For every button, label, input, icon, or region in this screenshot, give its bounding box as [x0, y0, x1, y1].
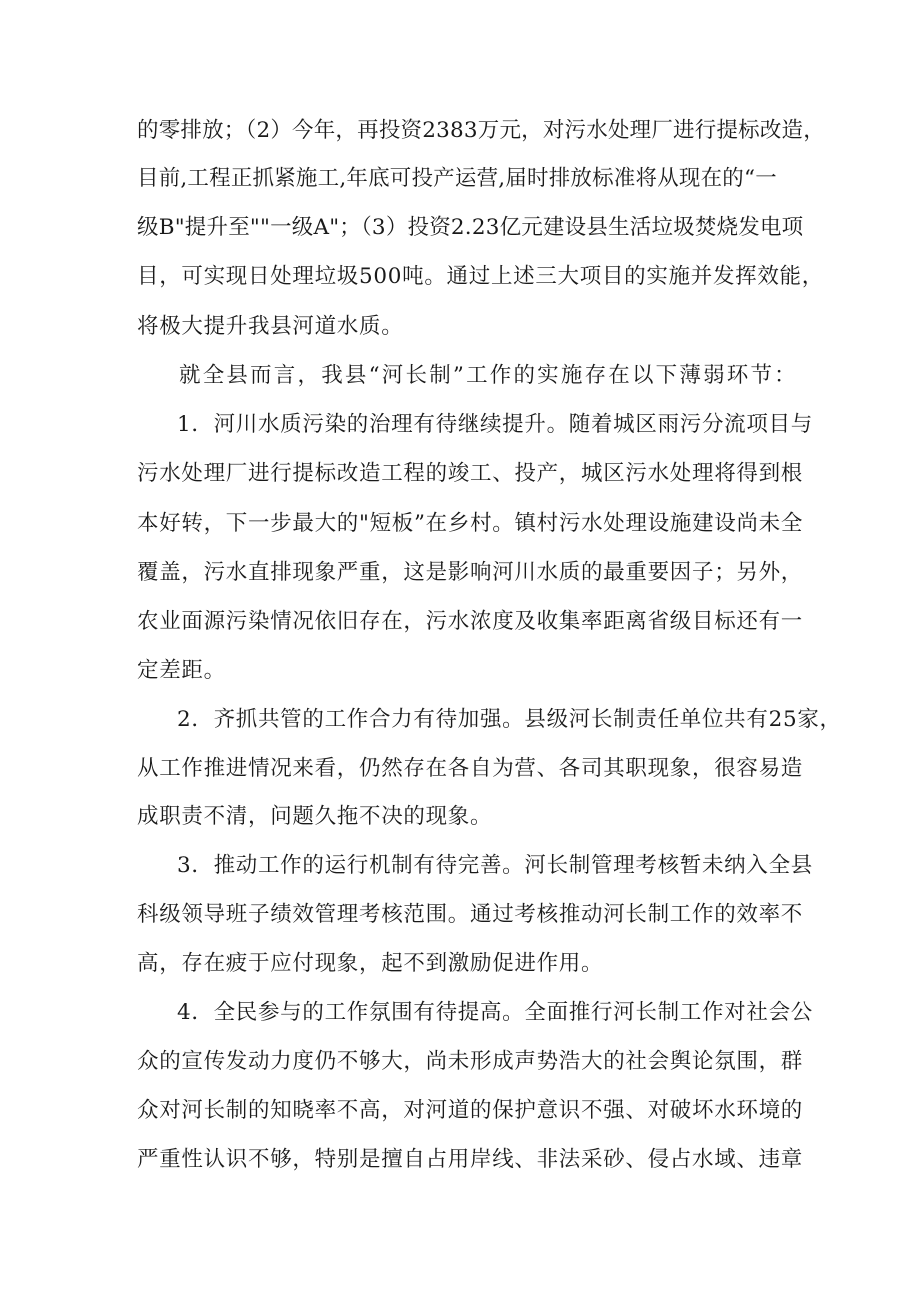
- text-line: 高，存在疲于应付现象，起不到激励促进作用。: [137, 951, 604, 976]
- text-line: 科级领导班子绩效管理考核范围。通过考核推动河长制工作的效率不: [137, 902, 804, 927]
- list-item-2-heading: 2．齐抓共管的工作合力有待加强。县级河长制责任单位共有25家，: [177, 707, 842, 732]
- text-line: 级B"提升至""一级A"；（3）投资2.23亿元建设县生活垃圾焚烧发电项: [137, 215, 804, 240]
- text-line: 从工作推进情况来看，仍然存在各自为营、各司其职现象，很容易造: [137, 756, 804, 781]
- text-line: 本好转，下一步最大的"短板”在乡村。镇村污水处理设施建设尚未全: [137, 511, 804, 536]
- list-item-3-heading: 3．推动工作的运行机制有待完善。河长制管理考核暂未纳入全县: [177, 853, 813, 878]
- text-line: 污水处理厂进行提标改造工程的竣工、投产，城区污水处理将得到根: [137, 461, 804, 486]
- text-line: 将极大提升我县河道水质。: [137, 314, 404, 339]
- text-line: 目前,工程正抓紧施工,年底可投产运营,届时排放标准将从现在的“一: [137, 166, 777, 191]
- paragraph-intro: 就全县而言，我县“河长制”工作的实施存在以下薄弱环节：: [179, 363, 798, 388]
- text-line: 众对河长制的知晓率不高，对河道的保护意识不强、对破坏水环境的: [137, 1098, 804, 1123]
- text-line: 覆盖，污水直排现象严重，这是影响河川水质的最重要因子；另外，: [137, 560, 804, 585]
- text-line: 成职责不清，问题久拖不决的现象。: [137, 804, 493, 829]
- text-line: 定差距。: [137, 658, 226, 683]
- text-line: 目，可实现日处理垃圾500吨。通过上述三大项目的实施并发挥效能，: [137, 264, 824, 289]
- list-item-4-heading: 4．全民参与的工作氛围有待提高。全面推行河长制工作对社会公: [177, 1000, 813, 1025]
- list-item-1-heading: 1．河川水质污染的治理有待继续提升。随着城区雨污分流项目与: [177, 412, 813, 437]
- text-line: 严重性认识不够，特别是擅自占用岸线、非法采砂、侵占水域、违章: [137, 1147, 804, 1172]
- text-line: 农业面源污染情况依旧存在，污水浓度及收集率距离省级目标还有一: [137, 609, 804, 634]
- text-line: 众的宣传发动力度仍不够大，尚未形成声势浩大的社会舆论氛围，群: [137, 1049, 804, 1074]
- text-line: 的零排放；（2）今年，再投资2383万元，对污水处理厂进行提标改造，: [137, 118, 825, 143]
